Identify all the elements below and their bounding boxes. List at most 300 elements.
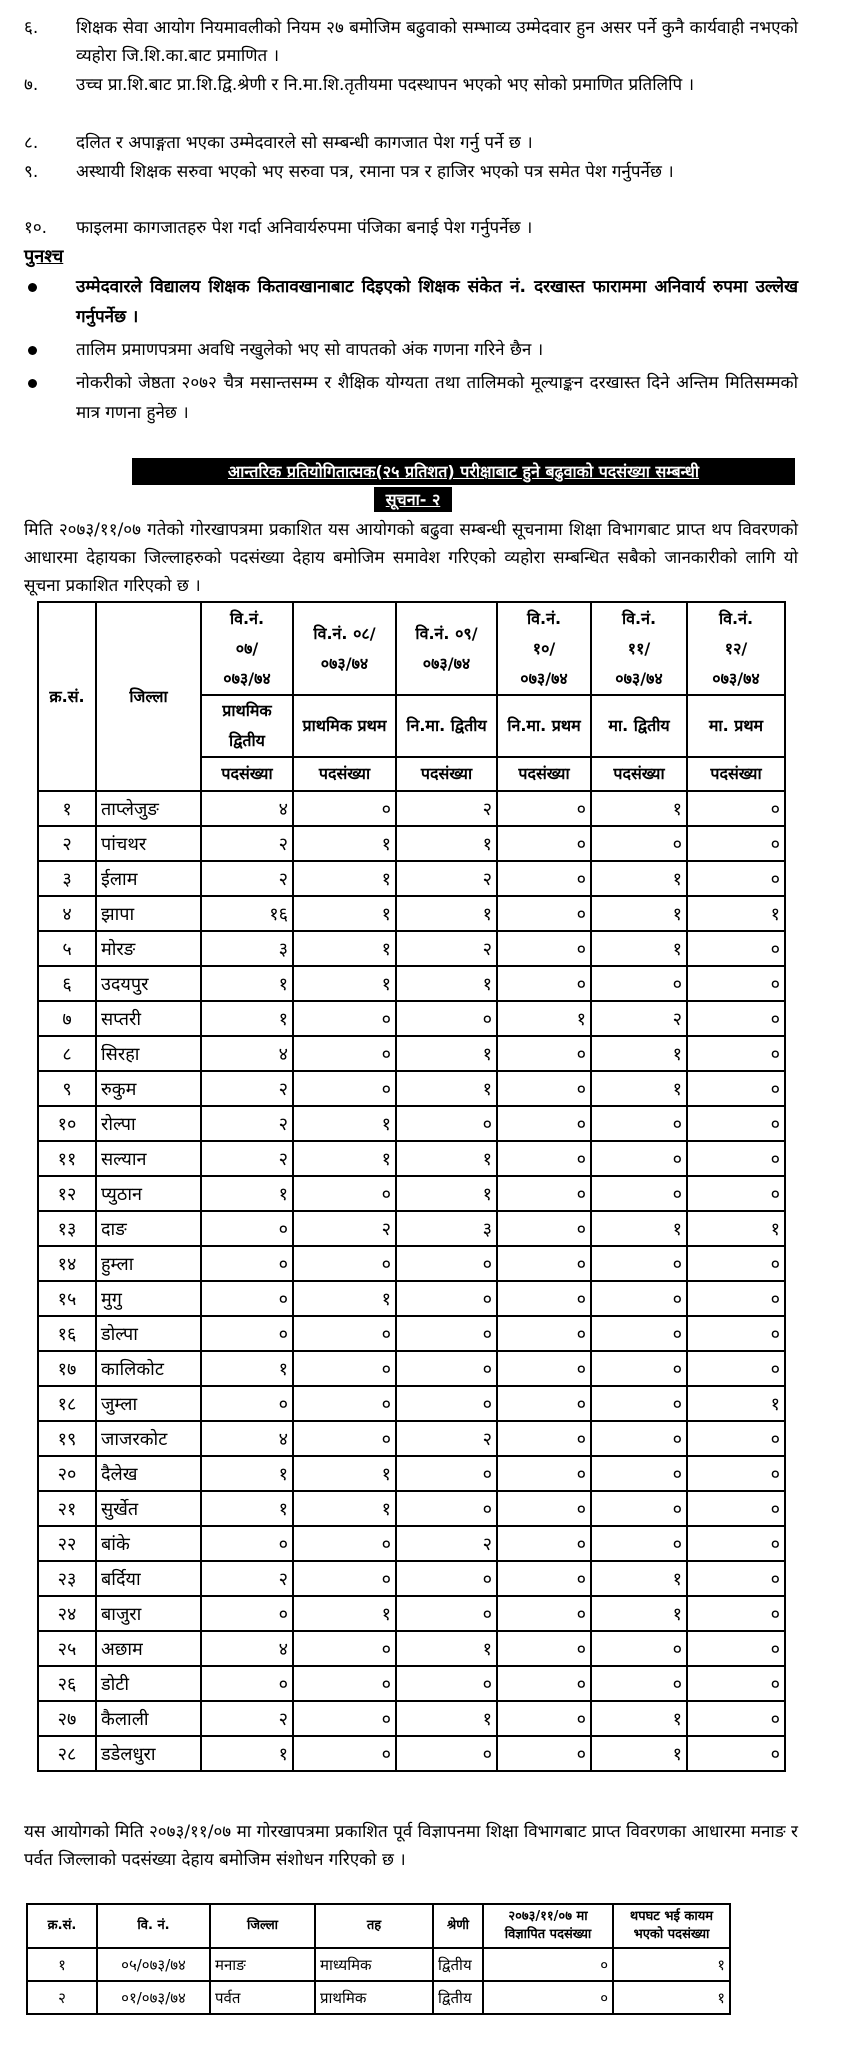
row-count: १ xyxy=(591,1736,687,1771)
row-district: ईलाम xyxy=(96,861,201,896)
row-count: ० xyxy=(591,1316,687,1351)
amendment-cell: पर्वत xyxy=(210,1981,315,2014)
row-sn: २ xyxy=(38,826,96,861)
row-district: डोल्पा xyxy=(96,1316,201,1351)
amendment-cell: १ xyxy=(613,1981,730,2014)
amendment-cell: ०१/०७३/७४ xyxy=(97,1981,210,2014)
row-count: १ xyxy=(687,896,785,931)
row-count: ० xyxy=(293,1386,396,1421)
row-count: ० xyxy=(497,931,591,966)
amendment-cell: १ xyxy=(613,1948,730,1981)
row-count: २ xyxy=(201,1701,293,1736)
row-district: अछाम xyxy=(96,1631,201,1666)
amendment-cell: २ xyxy=(27,1981,97,2014)
row-count: २ xyxy=(293,1211,396,1246)
row-sn: २७ xyxy=(38,1701,96,1736)
row-count: ० xyxy=(293,1001,396,1036)
row-count: ० xyxy=(497,896,591,931)
row-count: ० xyxy=(497,1211,591,1246)
row-count: ० xyxy=(396,1001,497,1036)
row-count: ० xyxy=(591,1491,687,1526)
level-header: प्राथमिक प्रथम xyxy=(293,695,396,757)
row-count: १ xyxy=(497,1001,591,1036)
row-count: ० xyxy=(687,966,785,1001)
amendment-cell: मनाङ xyxy=(210,1948,315,1981)
row-count: ० xyxy=(497,1666,591,1701)
row-district: ताप्लेजुङ xyxy=(96,791,201,826)
row-district: उदयपुर xyxy=(96,966,201,1001)
row-count: १ xyxy=(591,1071,687,1106)
table-row xyxy=(38,1701,785,1736)
table-row xyxy=(38,1631,785,1666)
table-row xyxy=(38,1736,785,1771)
row-count: १ xyxy=(201,1001,293,1036)
row-count: २ xyxy=(201,1106,293,1141)
notice-title: आन्तरिक प्रतियोगितात्मक(२५ प्रतिशत) परीक्षाबाट हुने बढुवाको पदसंख्या सम्बन्धी xyxy=(132,458,795,485)
table-row xyxy=(38,791,785,826)
level-header: प्राथमिक द्वितीय xyxy=(201,695,293,757)
row-count: १ xyxy=(591,1701,687,1736)
row-count: ० xyxy=(293,1561,396,1596)
row-count: ० xyxy=(591,1526,687,1561)
row-count: ० xyxy=(293,1316,396,1351)
level-header: मा. प्रथम xyxy=(687,695,785,757)
row-count: २ xyxy=(396,861,497,896)
notice-intro: मिति २०७३/११/०७ गतेको गोरखापत्रमा प्रकाशित यस आयोगको बढुवा सम्बन्धी सूचनामा शिक्षा विभागबाट प्राप्त थप विवरणको आधारमा देहायका जिल्लाहरुको पदसंख्या देहाय बमोजिम समावेश गरिएको व्यहोरा सम्बन्धित सबैको जानकारीको लागि यो सूचना प्रकाशित गरिएको छ । xyxy=(24,520,798,596)
table-row xyxy=(38,1071,785,1106)
amendment-header: क्र.सं. xyxy=(27,1904,97,1948)
row-count: ० xyxy=(293,1736,396,1771)
list-item: १०. फाइलमा कागजातहरु पेश गर्दा अनिवार्यरुपमा पंजिका बनाई पेश गर्नुपर्नेछ । xyxy=(24,218,533,238)
row-sn: १९ xyxy=(38,1421,96,1456)
vacancy-table xyxy=(37,601,786,1772)
row-count: १ xyxy=(687,1386,785,1421)
row-count: १ xyxy=(293,861,396,896)
table-row xyxy=(38,1001,785,1036)
row-district: पांचथर xyxy=(96,826,201,861)
row-count: ४ xyxy=(201,1036,293,1071)
row-count: ० xyxy=(497,1106,591,1141)
row-count: ० xyxy=(293,1036,396,1071)
row-count: १ xyxy=(591,861,687,896)
row-sn: २३ xyxy=(38,1561,96,1596)
row-sn: ७ xyxy=(38,1001,96,1036)
ad-number-header: वि.नं. ०८/ ०७३/७४ xyxy=(293,602,396,695)
row-count: ० xyxy=(396,1561,497,1596)
row-sn: ४ xyxy=(38,896,96,931)
table-row xyxy=(38,1491,785,1526)
row-sn: ६ xyxy=(38,966,96,1001)
row-count: १ xyxy=(293,1281,396,1316)
row-district: रोल्पा xyxy=(96,1106,201,1141)
bullet-icon xyxy=(28,379,37,388)
row-count: ० xyxy=(497,1596,591,1631)
row-count: ० xyxy=(201,1211,293,1246)
row-count: ० xyxy=(396,1491,497,1526)
row-count: ० xyxy=(591,826,687,861)
row-count: ० xyxy=(687,861,785,896)
row-district: बांके xyxy=(96,1526,201,1561)
row-count: ० xyxy=(497,1176,591,1211)
row-sn: ८ xyxy=(38,1036,96,1071)
row-count: ० xyxy=(396,1596,497,1631)
table-row xyxy=(38,1386,785,1421)
row-count: १ xyxy=(396,1631,497,1666)
row-sn: ३ xyxy=(38,861,96,896)
row-count: ० xyxy=(591,1421,687,1456)
row-count: ० xyxy=(687,1281,785,1316)
row-count: १ xyxy=(591,1561,687,1596)
table-row xyxy=(27,1948,730,1981)
row-district: जुम्ला xyxy=(96,1386,201,1421)
amendment-cell: द्वितीय xyxy=(433,1981,483,2014)
row-count: ० xyxy=(687,1071,785,1106)
row-count: ० xyxy=(293,791,396,826)
table-row xyxy=(38,1526,785,1561)
row-count: ० xyxy=(687,1701,785,1736)
row-count: १६ xyxy=(201,896,293,931)
amendment-text: यस आयोगको मिति २०७३/११/०७ मा गोरखापत्रमा प्रकाशित पूर्व विज्ञापनमा शिक्षा विभागबाट प्राप्त विवरणका आधारमा मनाङ र पर्वत जिल्लाको पदसंख्या देहाय बमोजिम संशोधन गरिएको छ । xyxy=(24,1822,798,1870)
row-count: ० xyxy=(687,1141,785,1176)
table-row xyxy=(38,1036,785,1071)
row-district: मुगु xyxy=(96,1281,201,1316)
table-row xyxy=(38,931,785,966)
row-count: ० xyxy=(687,1246,785,1281)
row-count: ० xyxy=(497,1281,591,1316)
row-count: ० xyxy=(497,1071,591,1106)
row-count: ० xyxy=(687,1001,785,1036)
row-count: ० xyxy=(293,1176,396,1211)
list-item: ७. उच्च प्रा.शि.बाट प्रा.शि.द्वि.श्रेणी र नि.मा.शि.तृतीयमा पदस्थापन भएको भए सोको प्रमाणित प्रतिलिपि । xyxy=(24,75,695,95)
row-count: ० xyxy=(687,1316,785,1351)
table-row xyxy=(38,966,785,1001)
row-count: ० xyxy=(201,1526,293,1561)
row-count: ० xyxy=(293,1526,396,1561)
row-count: १ xyxy=(396,966,497,1001)
table-row xyxy=(38,1211,785,1246)
row-count: ० xyxy=(591,1631,687,1666)
row-sn: १६ xyxy=(38,1316,96,1351)
row-district: रुकुम xyxy=(96,1071,201,1106)
ad-number-header: वि.नं. ०९/ ०७३/७४ xyxy=(396,602,497,695)
ad-number-header: वि.नं. ०७/ ०७३/७४ xyxy=(201,602,293,695)
row-count: १ xyxy=(591,1036,687,1071)
notice-number: सूचना- २ xyxy=(374,487,452,512)
row-count: ४ xyxy=(201,1421,293,1456)
table-row xyxy=(38,1106,785,1141)
row-sn: २२ xyxy=(38,1526,96,1561)
row-count: २ xyxy=(396,1526,497,1561)
row-district: प्युठान xyxy=(96,1176,201,1211)
table-row xyxy=(38,1666,785,1701)
row-district: सिरहा xyxy=(96,1036,201,1071)
row-sn: १४ xyxy=(38,1246,96,1281)
row-count: ० xyxy=(396,1386,497,1421)
row-count: ० xyxy=(687,1036,785,1071)
row-count: १ xyxy=(396,1036,497,1071)
row-count: २ xyxy=(201,1071,293,1106)
row-count: ० xyxy=(293,1421,396,1456)
row-count: ० xyxy=(687,1456,785,1491)
row-count: १ xyxy=(293,896,396,931)
table-row xyxy=(38,1281,785,1316)
table-row xyxy=(38,1421,785,1456)
row-count: ० xyxy=(497,1141,591,1176)
row-count: १ xyxy=(396,1176,497,1211)
row-count: ३ xyxy=(396,1211,497,1246)
row-count: ० xyxy=(201,1666,293,1701)
amendment-cell: १ xyxy=(27,1948,97,1981)
amendment-header: थपघट भई कायम भएको पदसंख्या xyxy=(613,1904,730,1948)
row-count: १ xyxy=(591,896,687,931)
table-row xyxy=(38,896,785,931)
row-count: ० xyxy=(687,826,785,861)
count-header: पदसंख्या xyxy=(201,757,293,791)
row-district: कैलाली xyxy=(96,1701,201,1736)
row-district: मोरङ xyxy=(96,931,201,966)
row-district: कालिकोट xyxy=(96,1351,201,1386)
table-row xyxy=(38,861,785,896)
level-header: नि.मा. द्वितीय xyxy=(396,695,497,757)
row-count: २ xyxy=(396,791,497,826)
row-count: १ xyxy=(591,1596,687,1631)
row-count: २ xyxy=(201,826,293,861)
row-count: ३ xyxy=(201,931,293,966)
table-row xyxy=(38,1246,785,1281)
row-count: ० xyxy=(497,1526,591,1561)
row-district: झापा xyxy=(96,896,201,931)
row-count: ० xyxy=(497,1736,591,1771)
row-count: १ xyxy=(591,1211,687,1246)
row-count: ० xyxy=(396,1456,497,1491)
row-count: ० xyxy=(201,1596,293,1631)
row-district: जाजरकोट xyxy=(96,1421,201,1456)
row-count: १ xyxy=(396,826,497,861)
row-district: सल्यान xyxy=(96,1141,201,1176)
row-count: १ xyxy=(293,931,396,966)
row-count: ० xyxy=(591,1176,687,1211)
ad-number-header: वि.नं. ११/ ०७३/७४ xyxy=(591,602,687,695)
row-sn: २५ xyxy=(38,1631,96,1666)
row-count: ० xyxy=(591,1386,687,1421)
row-sn: १० xyxy=(38,1106,96,1141)
table-row xyxy=(38,1561,785,1596)
row-count: ० xyxy=(201,1246,293,1281)
row-count: ० xyxy=(497,1386,591,1421)
row-count: ० xyxy=(591,1141,687,1176)
row-count: ० xyxy=(201,1386,293,1421)
row-count: ० xyxy=(591,1456,687,1491)
row-count: ० xyxy=(497,826,591,861)
row-count: ० xyxy=(591,1281,687,1316)
table-row xyxy=(38,826,785,861)
row-count: १ xyxy=(591,931,687,966)
count-header: पदसंख्या xyxy=(396,757,497,791)
row-count: ० xyxy=(591,1106,687,1141)
row-district: बर्दिया xyxy=(96,1561,201,1596)
row-count: ४ xyxy=(201,1631,293,1666)
row-count: ० xyxy=(396,1106,497,1141)
table-row xyxy=(38,1316,785,1351)
amendment-header: वि. नं. xyxy=(97,1904,210,1948)
row-count: ० xyxy=(687,1596,785,1631)
row-count: ० xyxy=(396,1666,497,1701)
row-sn: ९ xyxy=(38,1071,96,1106)
row-count: ० xyxy=(201,1316,293,1351)
row-count: ० xyxy=(497,966,591,1001)
header-row xyxy=(38,602,785,695)
row-count: १ xyxy=(201,1491,293,1526)
row-count: १ xyxy=(396,1141,497,1176)
row-count: १ xyxy=(293,1141,396,1176)
amendment-header: २०७३/११/०७ मा विज्ञापित पदसंख्या xyxy=(483,1904,613,1948)
row-count: १ xyxy=(396,1071,497,1106)
row-count: ० xyxy=(293,1246,396,1281)
amendment-cell: द्वितीय xyxy=(433,1948,483,1981)
postscript-heading: पुनश्च xyxy=(24,246,64,267)
amendment-header: जिल्ला xyxy=(210,1904,315,1948)
row-count: २ xyxy=(201,1141,293,1176)
row-count: १ xyxy=(293,826,396,861)
level-header: नि.मा. प्रथम xyxy=(497,695,591,757)
row-count: ० xyxy=(293,1666,396,1701)
row-count: १ xyxy=(293,1491,396,1526)
row-district: डोटी xyxy=(96,1666,201,1701)
row-count: २ xyxy=(201,1561,293,1596)
bullet-icon xyxy=(28,283,37,292)
table-row xyxy=(38,1351,785,1386)
postscript-bullet: तालिम प्रमाणपत्रमा अवधि नखुलेको भए सो वापतको अंक गणना गरिने छैन । xyxy=(24,335,798,365)
row-count: ० xyxy=(591,1666,687,1701)
sn-header: क्र.सं. xyxy=(38,602,96,791)
table-row xyxy=(38,1456,785,1491)
row-count: ४ xyxy=(201,791,293,826)
row-count: ० xyxy=(497,1561,591,1596)
row-count: ० xyxy=(293,1071,396,1106)
amendment-cell: ० xyxy=(483,1948,613,1981)
row-count: २ xyxy=(396,931,497,966)
level-header: मा. द्वितीय xyxy=(591,695,687,757)
row-count: ० xyxy=(293,1701,396,1736)
amendment-header: श्रेणी xyxy=(433,1904,483,1948)
row-count: १ xyxy=(396,1701,497,1736)
row-sn: १ xyxy=(38,791,96,826)
row-sn: १७ xyxy=(38,1351,96,1386)
amendment-cell: माध्यमिक xyxy=(315,1948,433,1981)
row-sn: २६ xyxy=(38,1666,96,1701)
row-count: ० xyxy=(687,1491,785,1526)
row-count: ० xyxy=(591,966,687,1001)
row-count: १ xyxy=(591,791,687,826)
row-count: १ xyxy=(293,966,396,1001)
row-count: ० xyxy=(687,1561,785,1596)
row-count: ० xyxy=(687,1176,785,1211)
row-count: १ xyxy=(201,1176,293,1211)
list-item: ८. दलित र अपाङ्गता भएका उम्मेदवारले सो सम्बन्धी कागजात पेश गर्नु पर्ने छ । xyxy=(24,133,533,153)
row-district: हुम्ला xyxy=(96,1246,201,1281)
row-sn: ११ xyxy=(38,1141,96,1176)
row-sn: २० xyxy=(38,1456,96,1491)
row-sn: २१ xyxy=(38,1491,96,1526)
row-count: ० xyxy=(497,1631,591,1666)
row-count: ० xyxy=(497,1246,591,1281)
ad-number-header: वि.नं. १०/ ०७३/७४ xyxy=(497,602,591,695)
row-district: दाङ xyxy=(96,1211,201,1246)
row-count: ० xyxy=(591,1246,687,1281)
row-count: ० xyxy=(497,1701,591,1736)
row-district: बाजुरा xyxy=(96,1596,201,1631)
row-count: ० xyxy=(687,1351,785,1386)
bullet-icon xyxy=(28,346,37,355)
row-count: १ xyxy=(201,966,293,1001)
amendment-table xyxy=(26,1903,731,2015)
row-count: ० xyxy=(497,1421,591,1456)
count-header: पदसंख्या xyxy=(591,757,687,791)
row-count: २ xyxy=(201,861,293,896)
amendment-cell: ०५/०७३/७४ xyxy=(97,1948,210,1981)
row-count: ० xyxy=(687,1736,785,1771)
row-count: ० xyxy=(687,1106,785,1141)
row-count: ० xyxy=(497,1351,591,1386)
row-sn: १८ xyxy=(38,1386,96,1421)
row-count: ० xyxy=(396,1736,497,1771)
row-count: १ xyxy=(687,1211,785,1246)
row-count: ० xyxy=(687,1526,785,1561)
row-count: २ xyxy=(396,1421,497,1456)
row-count: १ xyxy=(201,1736,293,1771)
row-count: ० xyxy=(687,1421,785,1456)
row-count: ० xyxy=(201,1281,293,1316)
row-count: ० xyxy=(687,931,785,966)
amendment-header: तह xyxy=(315,1904,433,1948)
row-count: ० xyxy=(687,1631,785,1666)
row-count: ० xyxy=(497,791,591,826)
row-count: १ xyxy=(396,896,497,931)
list-item: ६. शिक्षक सेवा आयोग नियमावलीको नियम २७ बमोजिम बढुवाको सम्भाव्य उम्मेदवार हुन असर पर्ने कुनै कार्यवाही नभएको व्यहोरा जि.शि.का.बाट प्रमाणित । xyxy=(24,18,798,66)
row-sn: २४ xyxy=(38,1596,96,1631)
postscript-bullet: नोकरीको जेष्ठता २०७२ चैत्र मसान्तसम्म र शैक्षिक योग्यता तथा तालिमको मूल्याङ्कन दरखास्त दिने अन्तिम मितिसम्मको मात्र गणना हुनेछ । xyxy=(24,368,798,428)
row-sn: १५ xyxy=(38,1281,96,1316)
row-count: १ xyxy=(201,1456,293,1491)
postscript-bullet: उम्मेदवारले विद्यालय शिक्षक कितावखानाबाट दिइएको शिक्षक संकेत नं. दरखास्त फाराममा अनिवार्य रुपमा उल्लेख गर्नुपर्नेछ । xyxy=(24,272,798,332)
amendment-cell: प्राथमिक xyxy=(315,1981,433,2014)
list-item: ९. अस्थायी शिक्षक सरुवा भएको भए सरुवा पत्र, रमाना पत्र र हाजिर भएको पत्र समेत पेश गर्नुपर्नेछ । xyxy=(24,162,674,182)
table-row xyxy=(27,1981,730,2014)
row-count: ० xyxy=(497,1491,591,1526)
row-count: ० xyxy=(591,1351,687,1386)
row-count: ० xyxy=(293,1351,396,1386)
row-sn: ५ xyxy=(38,931,96,966)
table-row xyxy=(38,1596,785,1631)
row-count: १ xyxy=(293,1456,396,1491)
table-row xyxy=(38,1176,785,1211)
count-header: पदसंख्या xyxy=(497,757,591,791)
row-count: २ xyxy=(591,1001,687,1036)
row-count: ० xyxy=(497,1036,591,1071)
table-row xyxy=(38,1141,785,1176)
row-count: ० xyxy=(497,1316,591,1351)
row-count: ० xyxy=(687,791,785,826)
row-count: १ xyxy=(293,1106,396,1141)
row-count: ० xyxy=(396,1316,497,1351)
amendment-cell: ० xyxy=(483,1981,613,2014)
count-header: पदसंख्या xyxy=(687,757,785,791)
row-count: ० xyxy=(497,1456,591,1491)
row-count: ० xyxy=(687,1666,785,1701)
ad-number-header: वि.नं. १२/ ०७३/७४ xyxy=(687,602,785,695)
row-sn: १३ xyxy=(38,1211,96,1246)
district-header: जिल्ला xyxy=(96,602,201,791)
